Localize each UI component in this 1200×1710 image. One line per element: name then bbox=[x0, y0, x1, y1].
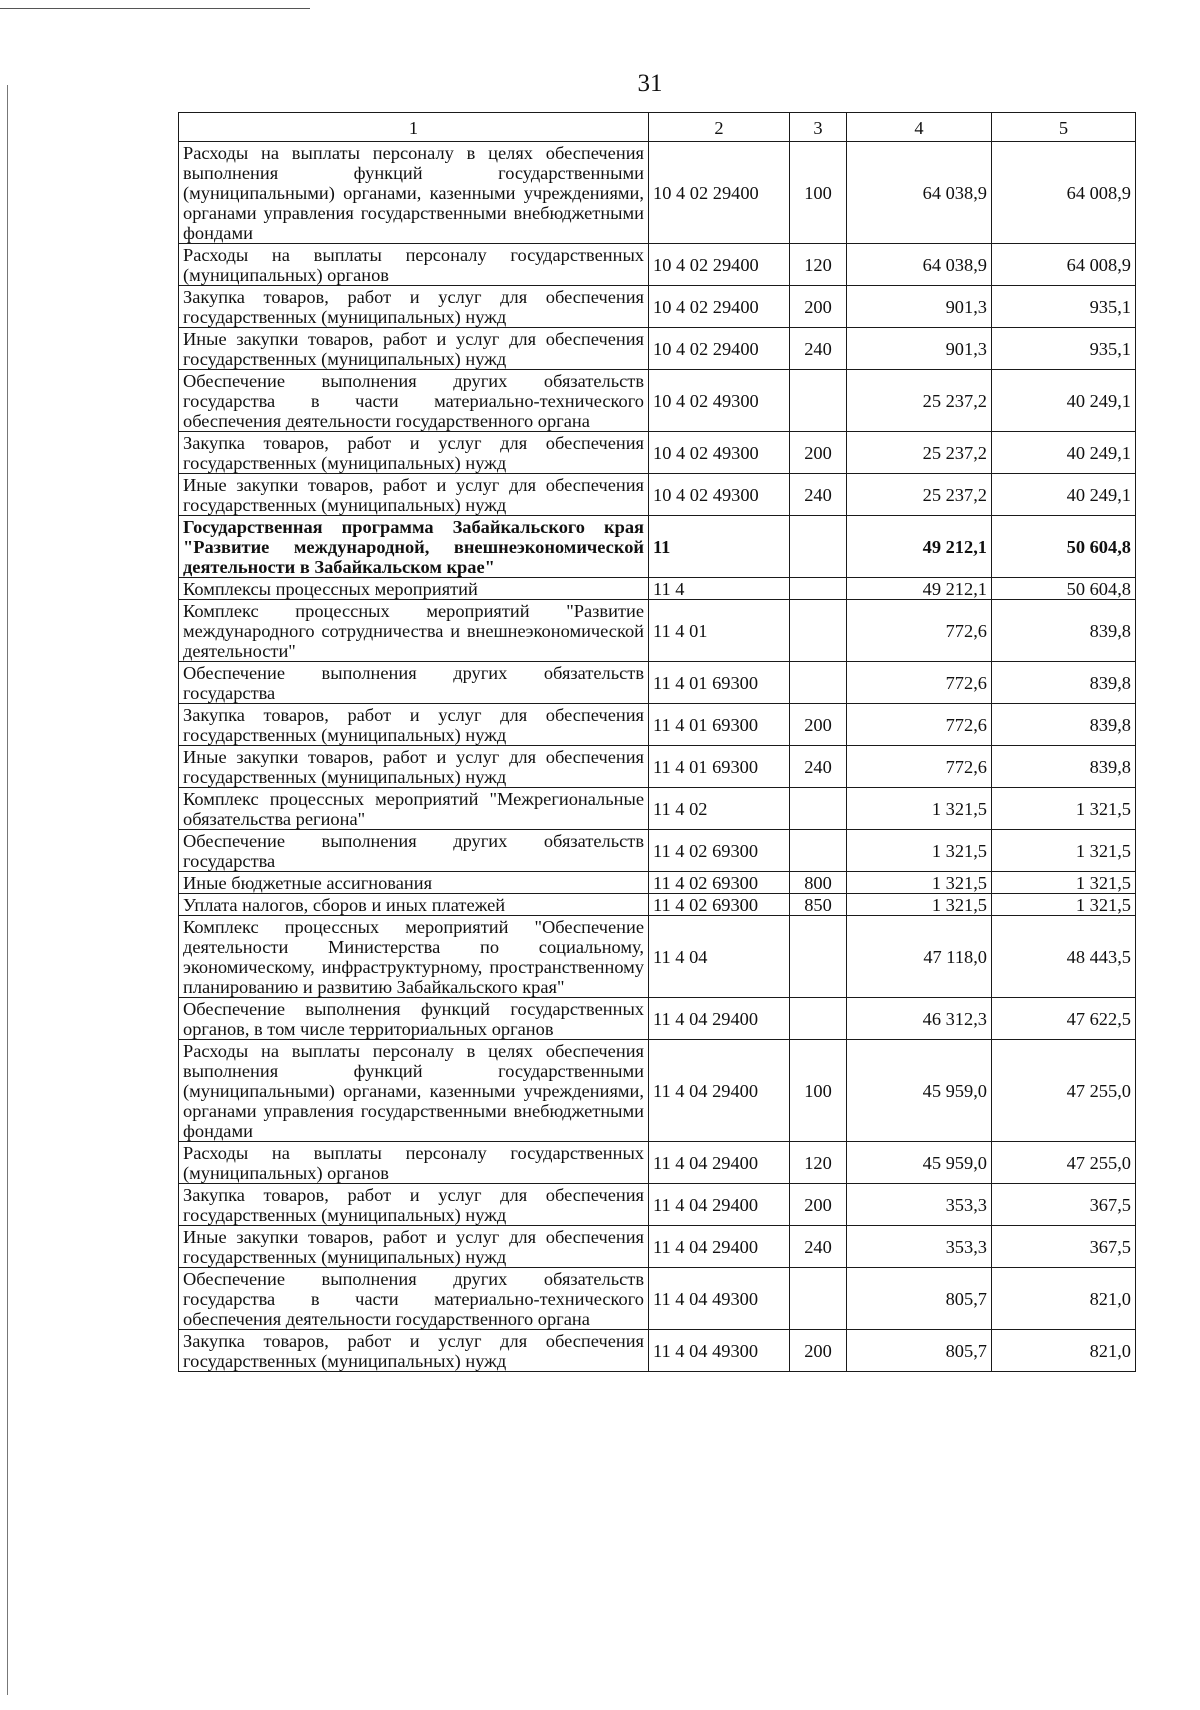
table-row bbox=[179, 746, 1136, 788]
row-name-cell: Обеспечение выполнения других обязательств государства bbox=[179, 830, 649, 872]
table-row bbox=[179, 830, 1136, 872]
row-name-cell: Обеспечение выполнения других обязательств государства в части материально-технического обеспечения деятельности государственного органа bbox=[179, 1268, 649, 1330]
row-name-cell: Обеспечение выполнения других обязательств государства bbox=[179, 662, 649, 704]
table-row bbox=[179, 328, 1136, 370]
row-name-cell: Расходы на выплаты персоналу государственных (муниципальных) органов bbox=[179, 1142, 649, 1184]
table-body bbox=[179, 142, 1136, 1372]
row-code-cell: 11 4 01 69300 bbox=[649, 746, 790, 788]
row-name-cell: Обеспечение выполнения функций государственных органов, в том числе территориальных органов bbox=[179, 998, 649, 1040]
row-name-cell: Иные закупки товаров, работ и услуг для обеспечения государственных (муниципальных) нужд bbox=[179, 1226, 649, 1268]
row-value-1-cell: 45 959,0 bbox=[847, 1142, 992, 1184]
row-code-cell: 11 4 04 29400 bbox=[649, 1040, 790, 1142]
row-value-2-cell: 1 321,5 bbox=[992, 894, 1136, 916]
row-value-1-cell: 772,6 bbox=[847, 746, 992, 788]
row-type-cell: 200 bbox=[790, 1184, 847, 1226]
row-code-cell: 10 4 02 29400 bbox=[649, 286, 790, 328]
row-type-cell: 100 bbox=[790, 142, 847, 244]
row-type-cell bbox=[790, 578, 847, 600]
row-value-2-cell: 40 249,1 bbox=[992, 474, 1136, 516]
table-row bbox=[179, 788, 1136, 830]
row-value-1-cell: 1 321,5 bbox=[847, 788, 992, 830]
row-name-cell: Расходы на выплаты персоналу в целях обеспечения выполнения функций государственными (муниципальными) органами, казенными учреждениями, органами управления государственными внебюджетными фондами bbox=[179, 142, 649, 244]
row-name-cell: Закупка товаров, работ и услуг для обеспечения государственных (муниципальных) нужд bbox=[179, 432, 649, 474]
row-name-cell: Расходы на выплаты персоналу в целях обеспечения выполнения функций государственными (муниципальными) органами, казенными учреждениями, органами управления государственными внебюджетными фондами bbox=[179, 1040, 649, 1142]
row-type-cell: 200 bbox=[790, 704, 847, 746]
row-code-cell: 11 4 04 29400 bbox=[649, 998, 790, 1040]
row-code-cell: 11 4 02 69300 bbox=[649, 830, 790, 872]
row-value-1-cell: 25 237,2 bbox=[847, 432, 992, 474]
row-name-cell: Комплекс процессных мероприятий "Межрегиональные обязательства региона" bbox=[179, 788, 649, 830]
row-type-cell bbox=[790, 788, 847, 830]
row-type-cell bbox=[790, 1268, 847, 1330]
table-row bbox=[179, 998, 1136, 1040]
table-row bbox=[179, 872, 1136, 894]
row-value-1-cell: 64 038,9 bbox=[847, 244, 992, 286]
row-type-cell: 800 bbox=[790, 872, 847, 894]
table-row bbox=[179, 244, 1136, 286]
row-name-cell: Комплекс процессных мероприятий "Обеспечение деятельности Министерства по социальному, экономическому, инфраструктурному, пространственному планированию и развитию Забайкальского края" bbox=[179, 916, 649, 998]
table-row bbox=[179, 1142, 1136, 1184]
row-value-1-cell: 49 212,1 bbox=[847, 578, 992, 600]
row-name-cell: Закупка товаров, работ и услуг для обеспечения государственных (муниципальных) нужд bbox=[179, 1184, 649, 1226]
row-type-cell bbox=[790, 830, 847, 872]
row-value-2-cell: 50 604,8 bbox=[992, 516, 1136, 578]
row-code-cell: 11 4 02 bbox=[649, 788, 790, 830]
row-type-cell: 100 bbox=[790, 1040, 847, 1142]
row-value-1-cell: 64 038,9 bbox=[847, 142, 992, 244]
row-value-2-cell: 367,5 bbox=[992, 1226, 1136, 1268]
row-value-2-cell: 40 249,1 bbox=[992, 370, 1136, 432]
table-row bbox=[179, 1268, 1136, 1330]
row-name-cell: Закупка товаров, работ и услуг для обеспечения государственных (муниципальных) нужд bbox=[179, 286, 649, 328]
row-name-cell: Иные закупки товаров, работ и услуг для обеспечения государственных (муниципальных) нужд bbox=[179, 746, 649, 788]
row-code-cell: 10 4 02 49300 bbox=[649, 474, 790, 516]
row-value-1-cell: 772,6 bbox=[847, 704, 992, 746]
row-code-cell: 11 bbox=[649, 516, 790, 578]
row-value-2-cell: 839,8 bbox=[992, 662, 1136, 704]
row-value-1-cell: 1 321,5 bbox=[847, 872, 992, 894]
row-value-2-cell: 40 249,1 bbox=[992, 432, 1136, 474]
row-name-cell: Обеспечение выполнения других обязательств государства в части материально-технического обеспечения деятельности государственного органа bbox=[179, 370, 649, 432]
row-name-cell: Закупка товаров, работ и услуг для обеспечения государственных (муниципальных) нужд bbox=[179, 1330, 649, 1372]
row-value-2-cell: 839,8 bbox=[992, 746, 1136, 788]
table-row bbox=[179, 704, 1136, 746]
row-value-1-cell: 353,3 bbox=[847, 1226, 992, 1268]
row-value-2-cell: 47 255,0 bbox=[992, 1040, 1136, 1142]
row-name-cell: Комплексы процессных мероприятий bbox=[179, 578, 649, 600]
row-value-1-cell: 772,6 bbox=[847, 600, 992, 662]
row-value-2-cell: 821,0 bbox=[992, 1268, 1136, 1330]
row-type-cell: 200 bbox=[790, 432, 847, 474]
row-type-cell: 240 bbox=[790, 1226, 847, 1268]
table-row bbox=[179, 474, 1136, 516]
table-row bbox=[179, 142, 1136, 244]
scan-artifact-left bbox=[7, 85, 8, 1695]
row-value-1-cell: 901,3 bbox=[847, 286, 992, 328]
row-value-1-cell: 353,3 bbox=[847, 1184, 992, 1226]
column-header-type: 3 bbox=[790, 113, 847, 142]
row-name-cell: Комплекс процессных мероприятий "Развитие международного сотрудничества и внешнеэкономической деятельности" bbox=[179, 600, 649, 662]
row-value-2-cell: 47 255,0 bbox=[992, 1142, 1136, 1184]
row-code-cell: 10 4 02 49300 bbox=[649, 432, 790, 474]
row-code-cell: 10 4 02 29400 bbox=[649, 328, 790, 370]
row-value-2-cell: 64 008,9 bbox=[992, 244, 1136, 286]
column-header-code: 2 bbox=[649, 113, 790, 142]
row-value-2-cell: 1 321,5 bbox=[992, 830, 1136, 872]
row-value-1-cell: 901,3 bbox=[847, 328, 992, 370]
row-code-cell: 11 4 bbox=[649, 578, 790, 600]
row-code-cell: 11 4 04 29400 bbox=[649, 1184, 790, 1226]
row-type-cell bbox=[790, 998, 847, 1040]
column-header-value-1: 4 bbox=[847, 113, 992, 142]
row-value-2-cell: 47 622,5 bbox=[992, 998, 1136, 1040]
row-name-cell: Иные закупки товаров, работ и услуг для обеспечения государственных (муниципальных) нужд bbox=[179, 328, 649, 370]
table-row bbox=[179, 516, 1136, 578]
table-row bbox=[179, 1226, 1136, 1268]
row-code-cell: 11 4 02 69300 bbox=[649, 894, 790, 916]
row-value-1-cell: 49 212,1 bbox=[847, 516, 992, 578]
row-code-cell: 11 4 04 bbox=[649, 916, 790, 998]
row-type-cell: 200 bbox=[790, 1330, 847, 1372]
table-row bbox=[179, 600, 1136, 662]
row-code-cell: 10 4 02 29400 bbox=[649, 244, 790, 286]
column-header-value-2: 5 bbox=[992, 113, 1136, 142]
row-value-2-cell: 839,8 bbox=[992, 704, 1136, 746]
row-name-cell: Уплата налогов, сборов и иных платежей bbox=[179, 894, 649, 916]
row-code-cell: 11 4 04 49300 bbox=[649, 1268, 790, 1330]
table-row bbox=[179, 1184, 1136, 1226]
row-type-cell: 200 bbox=[790, 286, 847, 328]
row-type-cell: 850 bbox=[790, 894, 847, 916]
table-row bbox=[179, 578, 1136, 600]
row-type-cell: 240 bbox=[790, 746, 847, 788]
row-value-2-cell: 1 321,5 bbox=[992, 788, 1136, 830]
row-value-2-cell: 64 008,9 bbox=[992, 142, 1136, 244]
row-type-cell: 120 bbox=[790, 1142, 847, 1184]
row-code-cell: 10 4 02 29400 bbox=[649, 142, 790, 244]
row-value-1-cell: 1 321,5 bbox=[847, 894, 992, 916]
row-code-cell: 11 4 01 69300 bbox=[649, 662, 790, 704]
row-value-2-cell: 821,0 bbox=[992, 1330, 1136, 1372]
table-row bbox=[179, 662, 1136, 704]
row-value-2-cell: 50 604,8 bbox=[992, 578, 1136, 600]
row-code-cell: 11 4 04 49300 bbox=[649, 1330, 790, 1372]
table-header-row bbox=[179, 113, 1136, 142]
scan-artifact-top bbox=[0, 8, 310, 9]
row-type-cell: 240 bbox=[790, 328, 847, 370]
row-value-2-cell: 935,1 bbox=[992, 328, 1136, 370]
row-value-1-cell: 1 321,5 bbox=[847, 830, 992, 872]
row-name-cell: Иные бюджетные ассигнования bbox=[179, 872, 649, 894]
row-type-cell bbox=[790, 600, 847, 662]
row-value-2-cell: 1 321,5 bbox=[992, 872, 1136, 894]
row-type-cell bbox=[790, 370, 847, 432]
row-code-cell: 11 4 01 bbox=[649, 600, 790, 662]
page-number: 31 bbox=[637, 70, 663, 97]
row-code-cell: 10 4 02 49300 bbox=[649, 370, 790, 432]
column-header-name: 1 bbox=[179, 113, 649, 142]
row-name-cell: Закупка товаров, работ и услуг для обеспечения государственных (муниципальных) нужд bbox=[179, 704, 649, 746]
row-type-cell bbox=[790, 662, 847, 704]
row-value-2-cell: 935,1 bbox=[992, 286, 1136, 328]
row-type-cell: 240 bbox=[790, 474, 847, 516]
table-row bbox=[179, 894, 1136, 916]
budget-table bbox=[178, 112, 1136, 1372]
row-value-1-cell: 25 237,2 bbox=[847, 474, 992, 516]
row-value-2-cell: 48 443,5 bbox=[992, 916, 1136, 998]
row-code-cell: 11 4 01 69300 bbox=[649, 704, 790, 746]
row-value-1-cell: 805,7 bbox=[847, 1330, 992, 1372]
table-row bbox=[179, 370, 1136, 432]
row-value-2-cell: 367,5 bbox=[992, 1184, 1136, 1226]
row-value-1-cell: 25 237,2 bbox=[847, 370, 992, 432]
row-value-1-cell: 772,6 bbox=[847, 662, 992, 704]
row-code-cell: 11 4 02 69300 bbox=[649, 872, 790, 894]
row-value-2-cell: 839,8 bbox=[992, 600, 1136, 662]
row-name-cell: Расходы на выплаты персоналу государственных (муниципальных) органов bbox=[179, 244, 649, 286]
row-type-cell: 120 bbox=[790, 244, 847, 286]
table-row bbox=[179, 286, 1136, 328]
row-code-cell: 11 4 04 29400 bbox=[649, 1226, 790, 1268]
row-name-cell: Государственная программа Забайкальского края "Развитие международной, внешнеэкономической деятельности в Забайкальском крае" bbox=[179, 516, 649, 578]
row-code-cell: 11 4 04 29400 bbox=[649, 1142, 790, 1184]
row-type-cell bbox=[790, 916, 847, 998]
row-value-1-cell: 45 959,0 bbox=[847, 1040, 992, 1142]
row-type-cell bbox=[790, 516, 847, 578]
table-row bbox=[179, 1040, 1136, 1142]
table-row bbox=[179, 1330, 1136, 1372]
table-row bbox=[179, 432, 1136, 474]
row-value-1-cell: 47 118,0 bbox=[847, 916, 992, 998]
table-row bbox=[179, 916, 1136, 998]
row-name-cell: Иные закупки товаров, работ и услуг для обеспечения государственных (муниципальных) нужд bbox=[179, 474, 649, 516]
row-value-1-cell: 46 312,3 bbox=[847, 998, 992, 1040]
row-value-1-cell: 805,7 bbox=[847, 1268, 992, 1330]
